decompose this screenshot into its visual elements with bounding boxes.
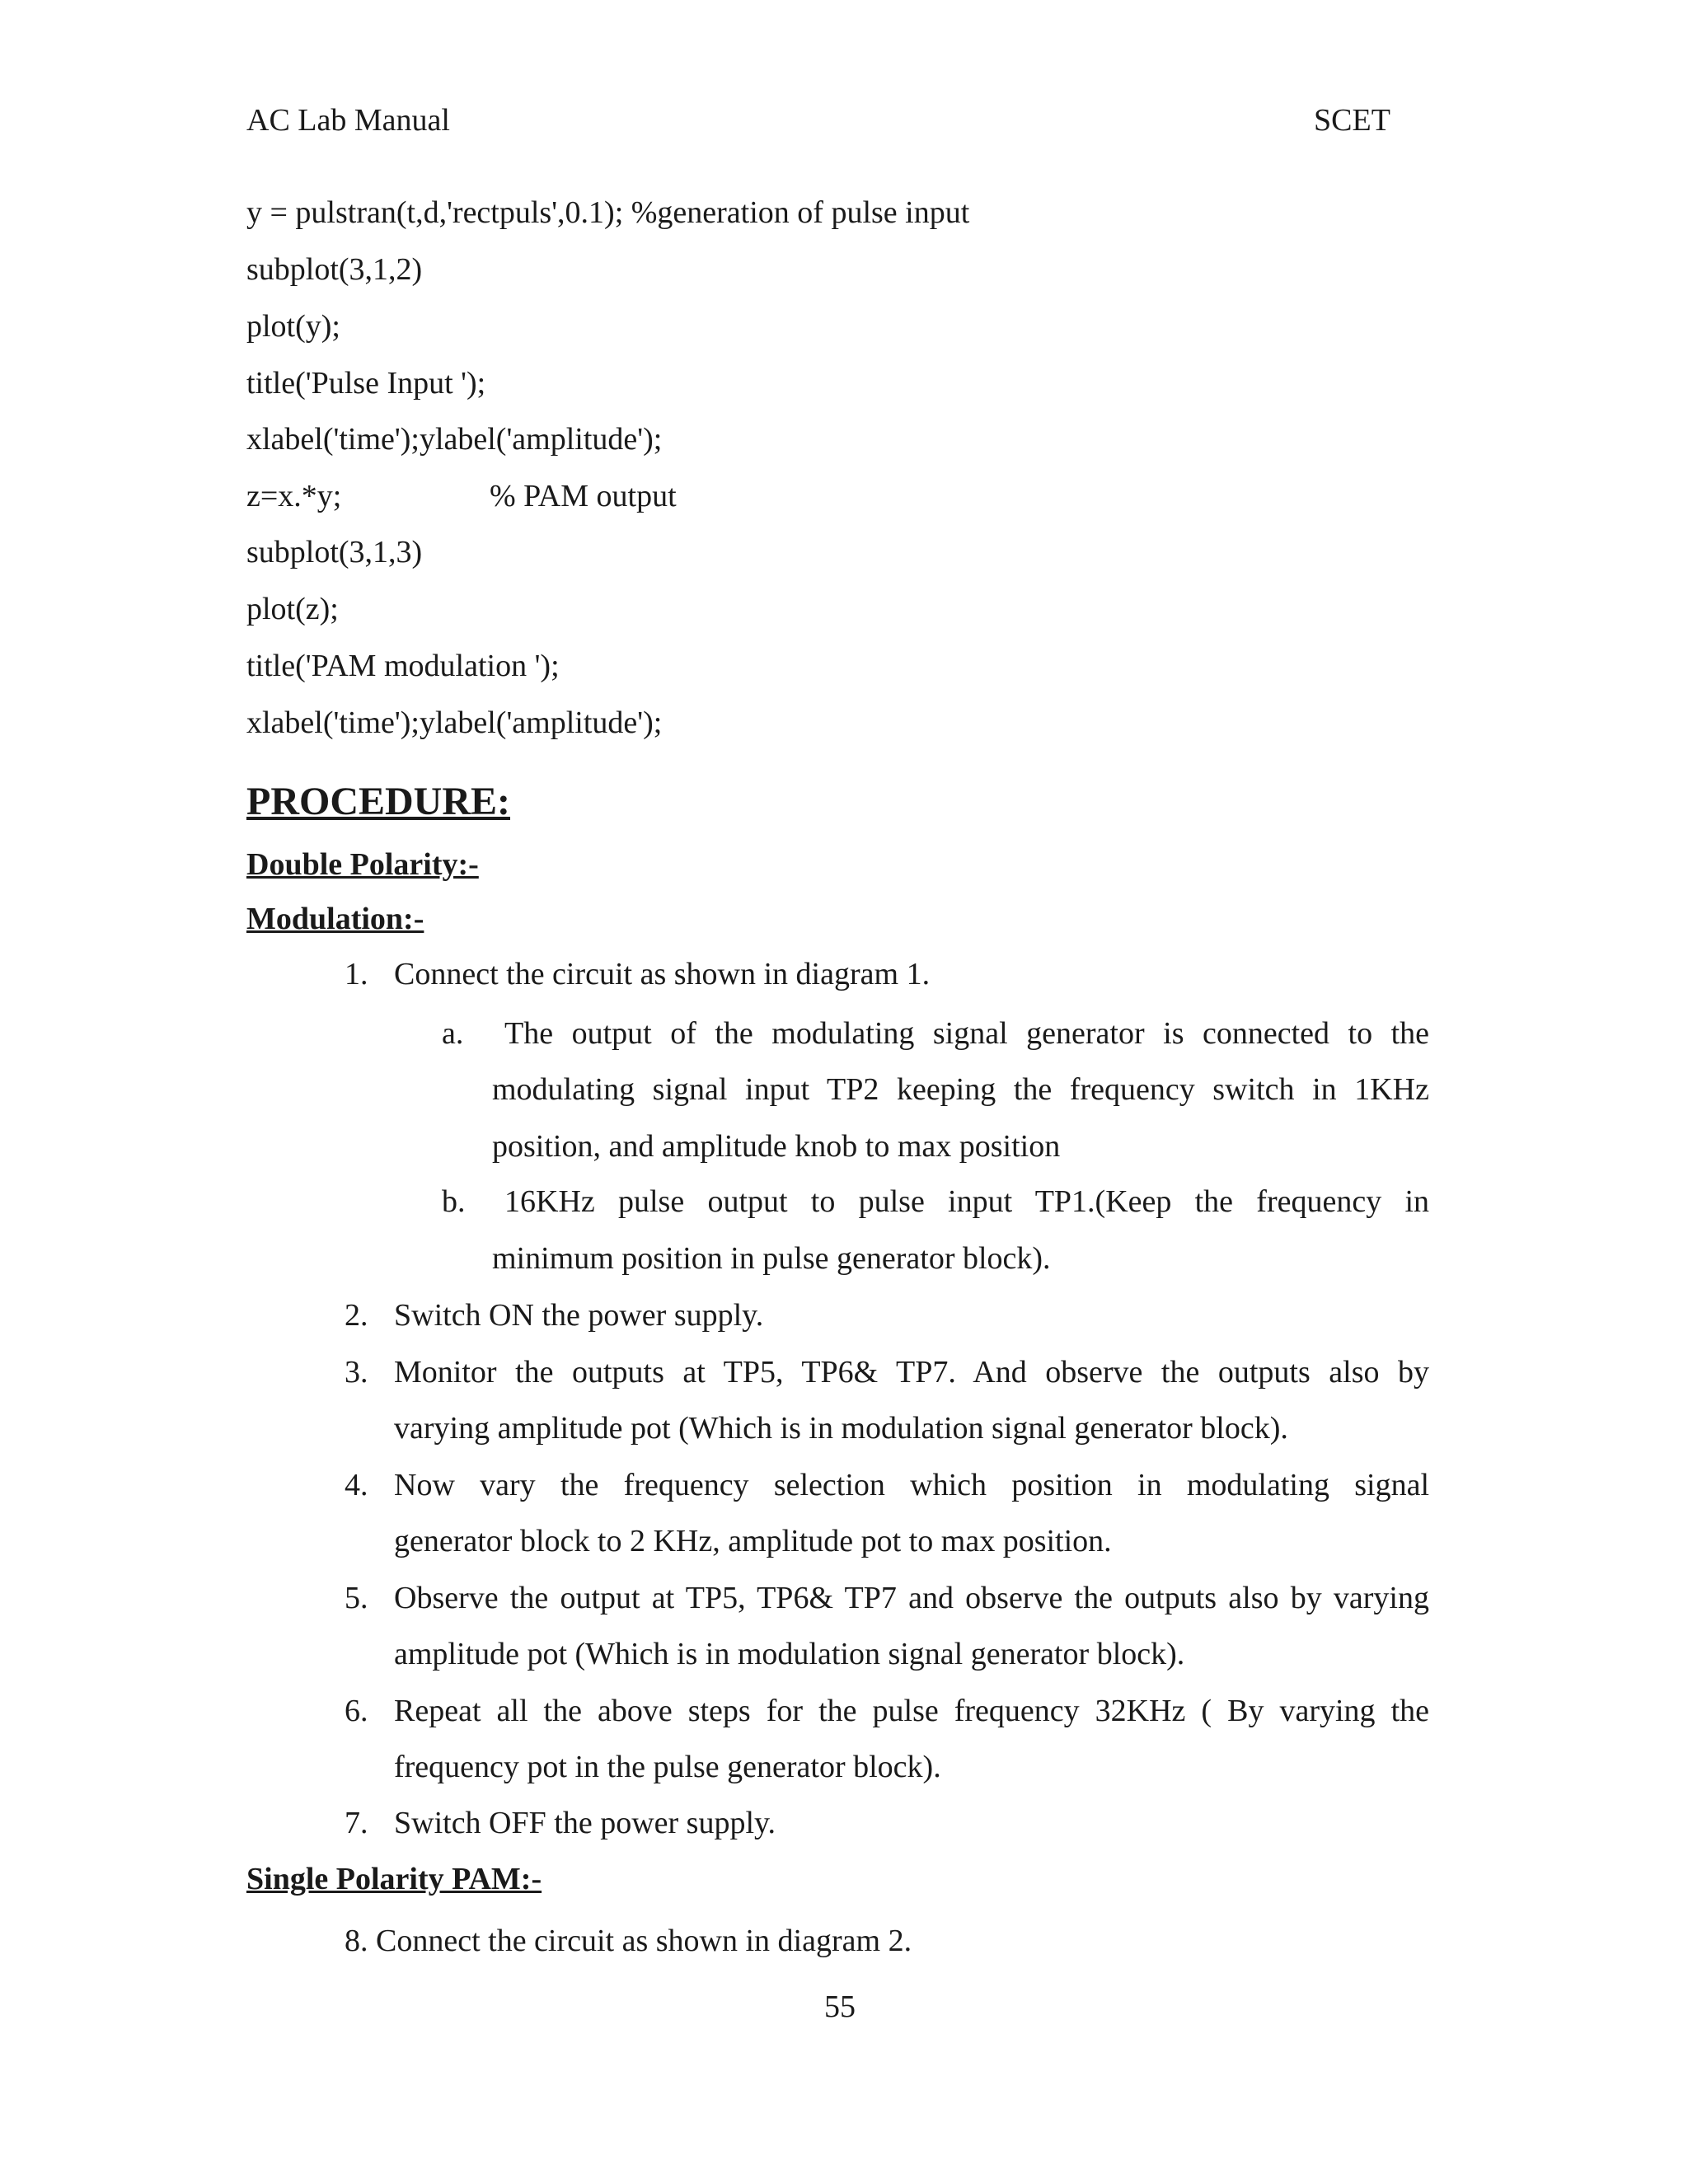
step-number: 6. [345, 1694, 368, 1728]
sub-step-text: 16KHz pulse output to pulse input TP1.(Keep the frequency in [504, 1184, 1429, 1219]
sub-step-text: modulating signal input TP2 keeping the frequency switch in 1KHz [492, 1072, 1429, 1107]
code-line: plot(y); [246, 309, 340, 344]
code-line: xlabel('time');ylabel('amplitude'); [246, 422, 663, 457]
step-text: Connect the circuit as shown in diagram 1. [394, 957, 931, 991]
code-line: title('Pulse Input '); [246, 366, 486, 401]
code-comment: % PAM output [490, 479, 677, 513]
step-text: Observe the output at TP5, TP6& TP7 and observe the outputs also by varying [394, 1581, 1429, 1615]
step-text: 8. Connect the circuit as shown in diagram 2. [345, 1924, 912, 1958]
step-number: 1. [345, 957, 368, 991]
procedure-heading: PROCEDURE: [246, 780, 510, 823]
code-line: subplot(3,1,3) [246, 535, 423, 569]
step-text: amplitude pot (Which is in modulation signal generator block). [394, 1637, 1185, 1671]
step-number: 4. [345, 1468, 368, 1502]
step-number: 7. [345, 1806, 368, 1840]
code-line: plot(z); [246, 592, 339, 626]
modulation-heading: Modulation:- [246, 902, 424, 936]
step-number: 2. [345, 1298, 368, 1333]
step-text: Switch OFF the power supply. [394, 1806, 776, 1840]
single-polarity-heading: Single Polarity PAM:- [246, 1862, 542, 1896]
code-line: subplot(3,1,2) [246, 252, 423, 287]
sub-step-letter: a. [442, 1016, 464, 1051]
header-title: AC Lab Manual [246, 103, 450, 138]
sub-step-letter: b. [442, 1184, 466, 1219]
sub-step-text: position, and amplitude knob to max position [492, 1129, 1061, 1164]
step-text: Repeat all the above steps for the pulse frequency 32KHz ( By varying the [394, 1694, 1429, 1728]
step-number: 3. [345, 1355, 368, 1390]
step-text: frequency pot in the pulse generator block). [394, 1750, 941, 1784]
double-polarity-heading: Double Polarity:- [246, 847, 479, 882]
sub-step-text: The output of the modulating signal generator is connected to the [504, 1016, 1429, 1051]
step-text: Monitor the outputs at TP5, TP6& TP7. And observe the outputs also by [394, 1355, 1429, 1390]
code-line: xlabel('time');ylabel('amplitude'); [246, 705, 663, 740]
header-institution: SCET [1314, 103, 1390, 138]
code-line: y = pulstran(t,d,'rectpuls',0.1); %generation of pulse input [246, 195, 970, 230]
step-text: Switch ON the power supply. [394, 1298, 764, 1333]
step-text: generator block to 2 KHz, amplitude pot to max position. [394, 1524, 1112, 1558]
code-line: z=x.*y; [246, 479, 342, 513]
page-number: 55 [824, 1990, 856, 2024]
code-line: title('PAM modulation '); [246, 649, 560, 683]
sub-step-text: minimum position in pulse generator block). [492, 1241, 1051, 1276]
step-text: varying amplitude pot (Which is in modulation signal generator block). [394, 1411, 1288, 1446]
step-number: 5. [345, 1581, 368, 1615]
step-text: Now vary the frequency selection which position in modulating signal [394, 1468, 1429, 1502]
